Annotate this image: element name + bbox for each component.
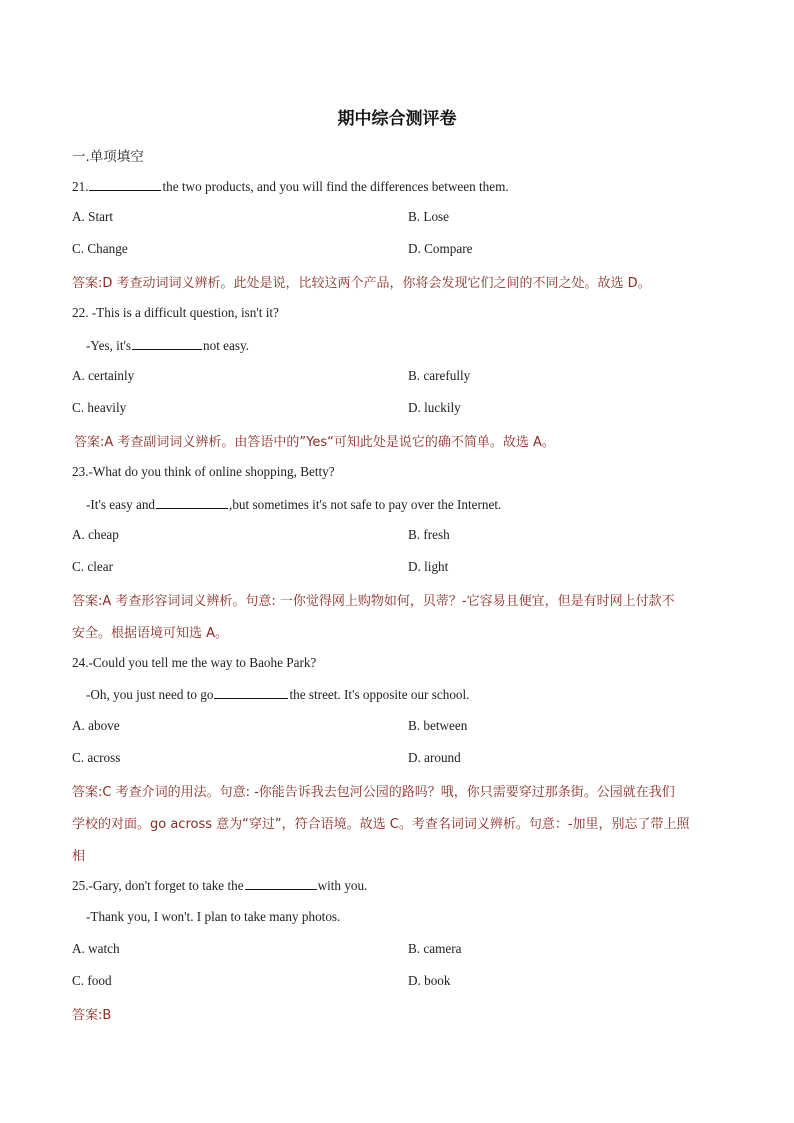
reply-text-end: ,but sometimes it's not safe to pay over the Internet. [229, 497, 502, 512]
question-text: the two products, and you will find the differences between them. [162, 179, 509, 194]
reply-text: -Oh, you just need to go [86, 687, 214, 702]
answer-explanation: 答案:C 考查介词的用法。句意: -你能告诉我去包河公园的路吗？哦，你只需要穿过那条街。公园就在我们 [72, 785, 675, 800]
question-25-reply: -Thank you, I won't. I plan to take many photos. [86, 909, 341, 924]
question-23 [72, 464, 335, 480]
question-25 [72, 877, 367, 894]
option-d: D. luckily [408, 400, 461, 415]
option-d: D. Compare [408, 241, 473, 256]
option-b: B. between [408, 718, 468, 733]
reply-text: -Yes, it's [86, 338, 132, 353]
option-a: A. cheap [72, 527, 119, 542]
option-b: B. carefully [408, 368, 471, 383]
question-21 [72, 178, 509, 195]
page-title: 期中综合测评卷 [337, 109, 457, 129]
answer-blank [245, 877, 317, 890]
option-a: A. certainly [72, 368, 135, 383]
option-b: B. camera [408, 941, 462, 956]
question-24 [72, 655, 316, 671]
option-c: C. Change [72, 241, 128, 256]
answer-explanation-cont: 相 [72, 849, 86, 864]
question-text: -What do you think of online shopping, Betty? [88, 464, 335, 479]
answer-blank [214, 686, 288, 699]
option-c: C. food [72, 973, 112, 988]
option-a: A. Start [72, 209, 114, 224]
question-24-reply [86, 686, 469, 703]
question-number: 23. [72, 464, 89, 479]
answer-explanation: 答案:D 考查动词词义辨析。此处是说，比较这两个产品，你将会发现它们之间的不同之处。故选 D。 [72, 276, 651, 291]
option-d: D. light [408, 559, 449, 574]
answer-explanation-cont: 学校的对面。go across 意为“穿过”，符合语境。故选 C。考查名词词义辨析。句意：-加里，别忘了带上照 [72, 817, 690, 832]
answer-explanation: 答案:B [72, 1008, 112, 1023]
answer-explanation: 答案:A 考查副词词义辨析。由答语中的”Yes“可知此处是说它的确不简单。故选 A。 [74, 435, 555, 450]
question-23-reply [86, 496, 501, 513]
answer-blank [132, 337, 202, 350]
reply-text-end: not easy. [203, 338, 250, 353]
option-b: B. fresh [408, 527, 450, 542]
option-a: A. above [72, 718, 120, 733]
answer-blank [156, 496, 228, 509]
section-heading: 一.单项填空 [72, 149, 144, 165]
question-text: -This is a difficult question, isn't it? [91, 305, 279, 320]
option-d: D. around [408, 750, 461, 765]
question-text-end: with you. [317, 878, 368, 893]
question-text: -Gary, don't forget to take the [88, 878, 244, 893]
option-c: C. heavily [72, 400, 127, 415]
reply-text-end: the street. It's opposite our school. [289, 687, 470, 702]
option-c: C. across [72, 750, 121, 765]
option-b: B. Lose [408, 209, 450, 224]
answer-explanation: 答案:A 考查形容词词义辨析。句意: 一你觉得网上购物如何，贝蒂？-它容易且便宜，但是有时网上付款不 [72, 594, 675, 609]
question-number: 24. [72, 655, 89, 670]
question-number: 22. [72, 305, 92, 320]
option-d: D. book [408, 973, 451, 988]
question-number: 25. [72, 878, 89, 893]
option-a: A. watch [72, 941, 120, 956]
question-22 [72, 305, 279, 321]
question-number: 21. [72, 179, 89, 194]
answer-explanation-cont: 安全。根据语境可知选 A。 [72, 626, 229, 641]
reply-text: -It's easy and [86, 497, 156, 512]
question-22-reply [86, 337, 249, 354]
option-c: C. clear [72, 559, 114, 574]
question-text: -Could you tell me the way to Baohe Park? [88, 655, 317, 670]
answer-blank [89, 178, 161, 191]
